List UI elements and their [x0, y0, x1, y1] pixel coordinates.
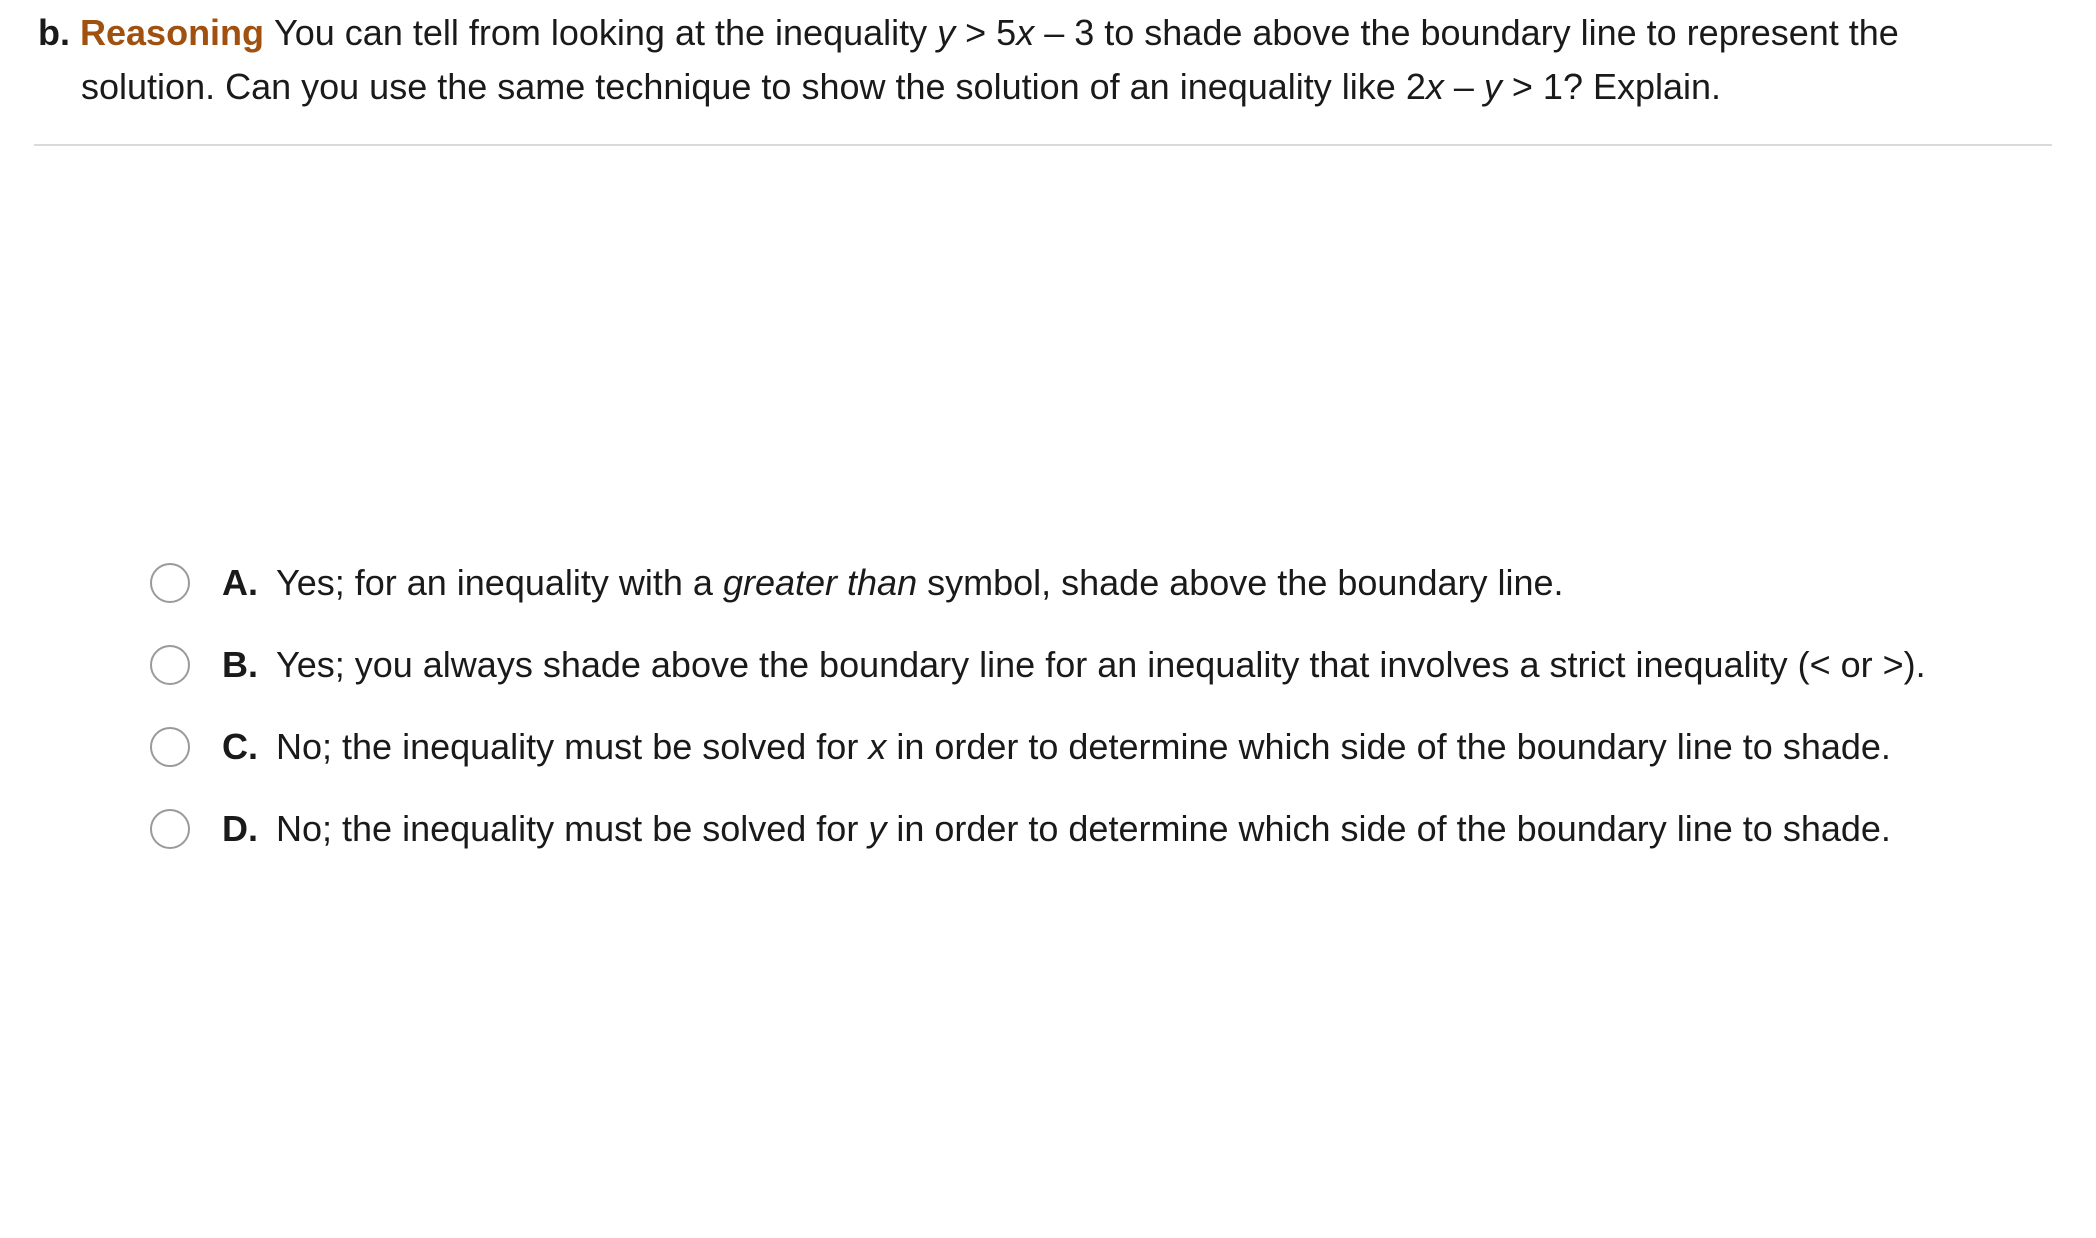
choice-b[interactable]	[150, 624, 2050, 706]
choice-text-italic: y	[868, 808, 887, 849]
choice-text: Yes; you always shade above the boundary line for an inequality that involves a strict inequality (< or >).	[276, 644, 1926, 685]
choice-text-before: No; the inequality must be solved for	[276, 808, 869, 849]
choice-text-italic: greater than	[722, 562, 918, 603]
question-prompt	[38, 6, 2028, 114]
choice-letter: C.	[222, 726, 258, 767]
ineq2-variable-x: x	[1425, 66, 1444, 107]
choice-d[interactable]	[150, 788, 2050, 870]
inequality-y-gt-5x-minus-3	[937, 12, 1094, 53]
question-line2-text: solution. Can you use the same technique to show the solution of an inequality like	[81, 66, 1406, 107]
radio-unselected-icon[interactable]	[150, 727, 190, 767]
question-line-2	[38, 60, 2028, 114]
question-line-1	[38, 6, 2028, 60]
reasoning-keyword: Reasoning	[80, 12, 265, 53]
choice-text-before: Yes; for an inequality with a	[276, 562, 723, 603]
choice-text-after: in order to determine which side of the boundary line to shade.	[886, 808, 1891, 849]
choice-a[interactable]	[150, 542, 2050, 624]
question-line2-end: ? Explain.	[1562, 66, 1722, 107]
ineq2-coefficient: 2	[1405, 66, 1426, 107]
choice-text-before: No; the inequality must be solved for	[276, 726, 869, 767]
ineq2-variable-y: y	[1483, 66, 1502, 107]
choice-letter: D.	[222, 808, 258, 849]
ineq2-rhs: > 1	[1501, 66, 1563, 107]
radio-unselected-icon[interactable]	[150, 563, 190, 603]
choice-c[interactable]	[150, 706, 2050, 788]
ineq1-tail: – 3	[1034, 12, 1095, 53]
choice-text-after: in order to determine which side of the boundary line to shade.	[886, 726, 1891, 767]
inequality-2x-minus-y-gt-1	[1406, 66, 1563, 107]
question-mid-text: to shade above the boundary line to represent the	[1094, 12, 1899, 53]
ineq1-variable-y: y	[937, 12, 956, 53]
ineq2-minus: –	[1443, 66, 1484, 107]
choice-letter: A.	[222, 562, 258, 603]
choice-text	[276, 808, 1891, 850]
part-label: b.	[38, 12, 70, 53]
choice-text-after: symbol, shade above the boundary line.	[917, 562, 1564, 603]
question-intro-text: You can tell from looking at the inequality	[274, 12, 938, 53]
ineq1-variable-x: x	[1016, 12, 1035, 53]
choice-text	[276, 562, 1564, 604]
answer-choices	[150, 542, 2050, 870]
radio-unselected-icon[interactable]	[150, 645, 190, 685]
choice-text-italic: x	[868, 726, 887, 767]
choice-text	[276, 726, 1891, 768]
section-divider	[34, 144, 2052, 146]
ineq1-operator: > 5	[955, 12, 1017, 53]
choice-letter: B.	[222, 644, 258, 685]
radio-unselected-icon[interactable]	[150, 809, 190, 849]
